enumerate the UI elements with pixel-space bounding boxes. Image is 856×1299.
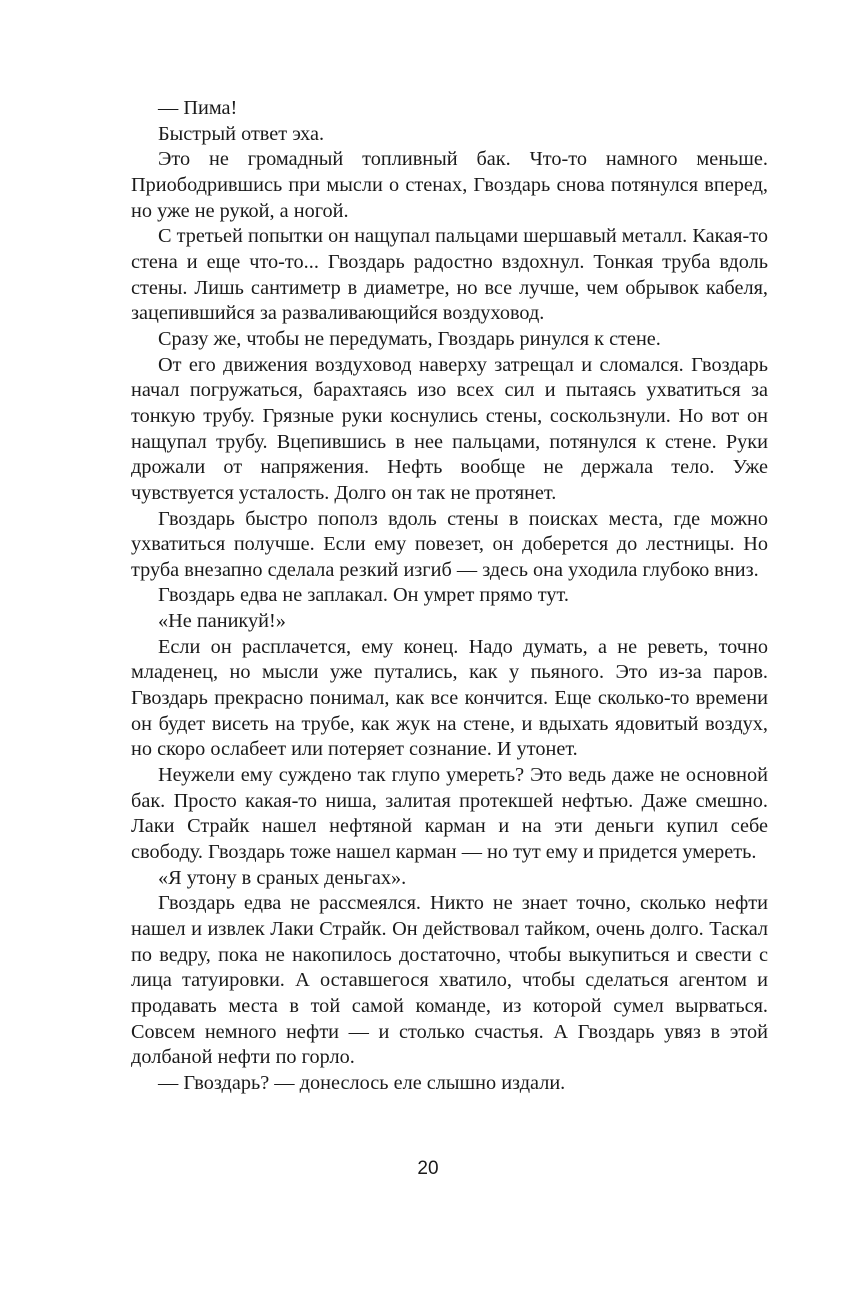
paragraph-5: Сразу же, чтобы не передумать, Гвоздарь ринулся к стене. — [158, 327, 661, 350]
paragraph-7: Гвоздарь быстро пополз вдоль стены в поисках места, где можно ухватиться получше. Если ему повезет, он доберется до лестницы. Но труба внезапно сделала резкий изгиб — здесь она уходила глубоко вниз. — [131, 507, 768, 581]
paragraph-1: — Пима! — [158, 97, 238, 119]
paragraph-2: Быстрый ответ эха. — [158, 122, 325, 145]
page-text-block — [131, 96, 768, 1097]
page-number: 20 — [417, 1158, 439, 1179]
paragraph-10: Если он расплачется, ему конец. Надо думать, а не реветь, точно младенец, но мысли уже путались, как у пьяного. Это из-за паров. Гвоздарь прекрасно понимал, как все кончится. Еще сколько-то времени он будет висеть на трубе, как жук на стене, и вдыхать ядовитый воздух, но скоро ослабеет или потеряет сознание. И утонет. — [131, 635, 768, 761]
paragraph-9: «Не паникуй!» — [158, 610, 286, 633]
paragraph-4: С третьей попытки он нащупал пальцами шершавый металл. Какая-то стена и еще что-то... Гвоздарь радостно вздохнул. Тонкая труба вдоль стены. Лишь сантиметр в диаметре, но все лучше, чем обрывок кабеля, зацепившийся за разваливающийся воздуховод. — [131, 225, 768, 325]
paragraph-14: — Гвоздарь? — донеслось еле слышно издали. — [158, 1071, 566, 1094]
paragraph-8: Гвоздарь едва не заплакал. Он умрет прямо тут. — [158, 584, 569, 607]
paragraph-13: Гвоздарь едва не рассмеялся. Никто не знает точно, сколько нефти нашел и извлек Лаки Страйк. Он действовал тайком, очень долго. Таскал по ведру, пока не накопилось достаточно, чтобы выкупиться и свести с лица татуировки. А оставшегося хватило, чтобы сделаться агентом и продавать места в той самой команде, из которой сумел вырваться. Совсем немного нефти — и столько счастья. А Гвоздарь увяз в этой долбаной нефти по горло. — [131, 892, 768, 1069]
paragraph-3: Это не громадный топливный бак. Что-то намного меньше. Приободрившись при мысли о стенах, Гвоздарь снова потянулся вперед, но уже не рукой, а ногой. — [131, 148, 768, 222]
paragraph-6: От его движения воздуховод наверху затрещал и сломался. Гвоздарь начал погружаться, барахтаясь изо всех сил и пытаясь ухватиться за тонкую трубу. Грязные руки коснулись стены, соскользнули. Но вот он нащупал трубу. Вцепившись в нее пальцами, потянулся к стене. Руки дрожали от напряжения. Нефть вообще не держала тело. Уже чувствуется усталость. Долго он так не протянет. — [131, 353, 768, 504]
paragraph-12: «Я утону в сраных деньгах». — [158, 866, 407, 889]
paragraph-11: Неужели ему суждено так глупо умереть? Это ведь даже не основной бак. Просто какая-то ниша, залитая протекшей нефтью. Даже смешно. Лаки Страйк нашел нефтяной карман и на эти деньги купил себе свободу. Гвоздарь тоже нашел карман — но тут ему и придется умереть. — [131, 764, 768, 864]
